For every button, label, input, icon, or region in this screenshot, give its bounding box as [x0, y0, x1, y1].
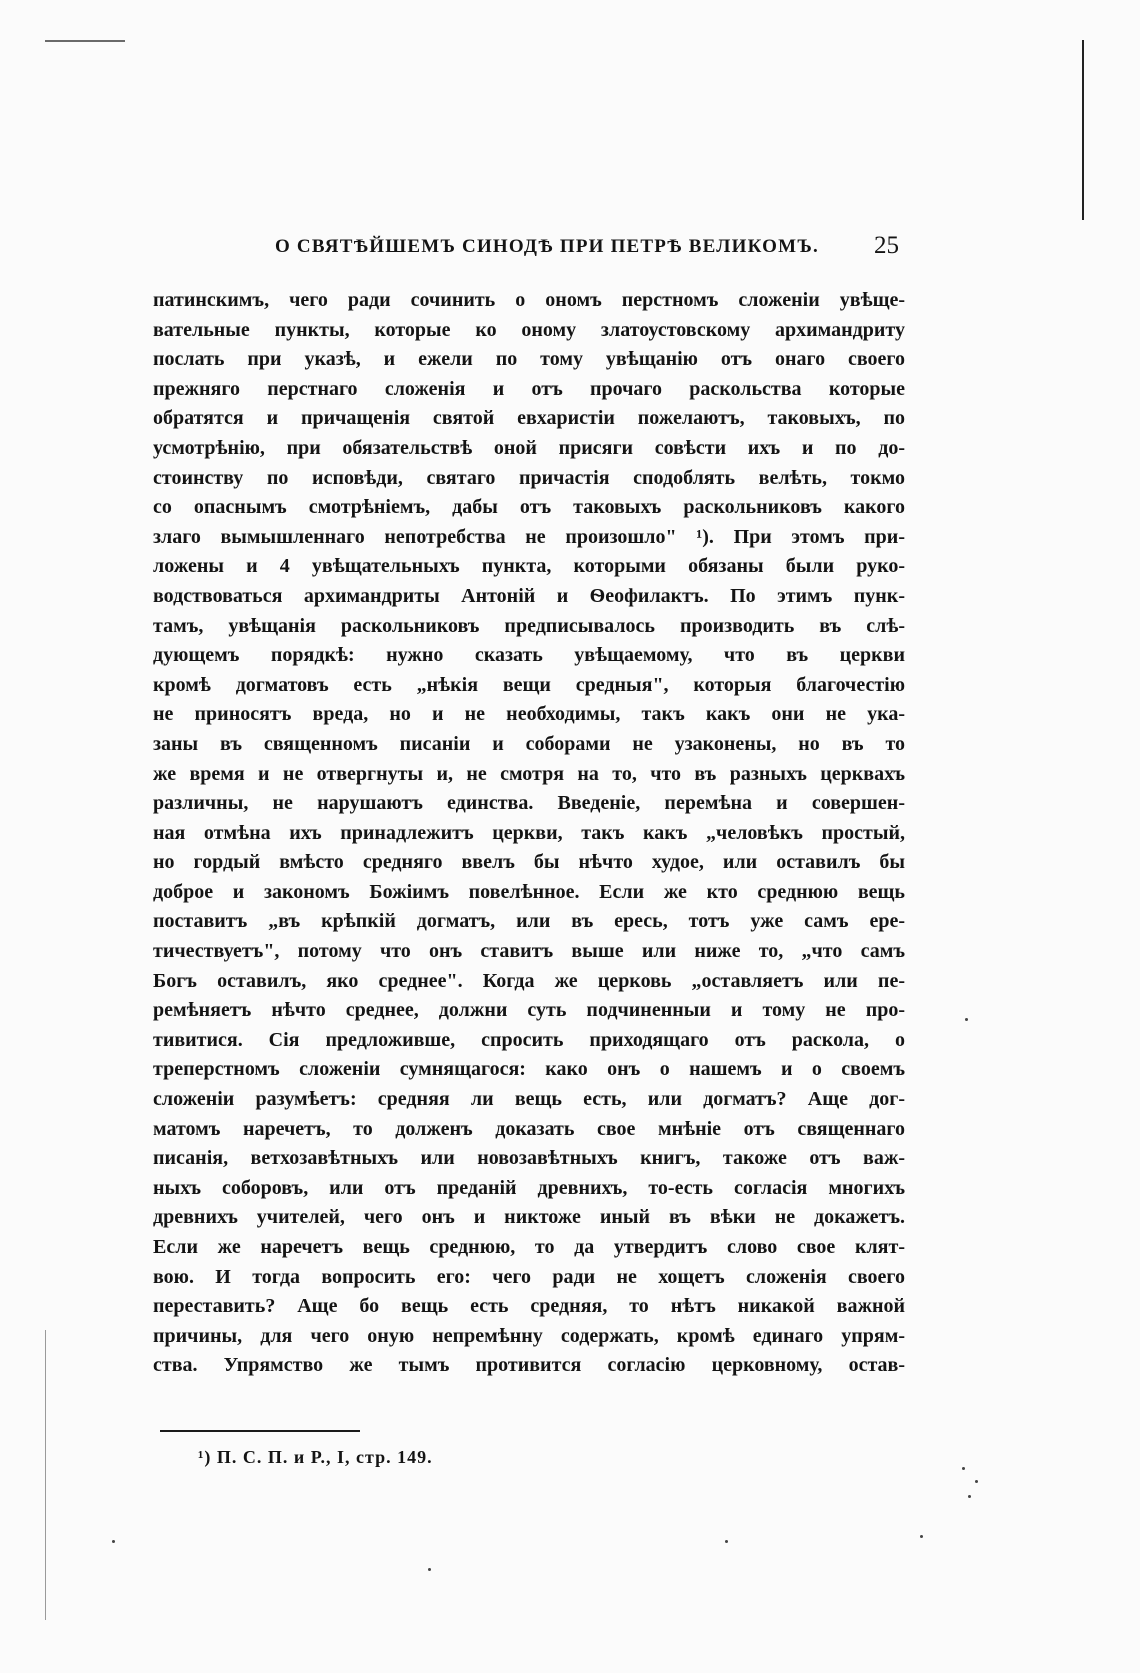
text-line: обратятся и причащенія святой евхаристіи пожелаютъ, таковыхъ, по: [153, 407, 905, 430]
footnote: ¹) П. С. П. и Р., I, стр. 149.: [198, 1447, 433, 1467]
text-line: сложеніи разумѣетъ: средняя ли вещь есть, или догматъ? Аще дог-: [153, 1088, 905, 1111]
text-line: кромѣ догматовъ есть „нѣкія вещи средныя", которыя благочестію: [153, 673, 905, 696]
text-line: писанія, ветхозавѣтныхъ или новозавѣтныхъ книгъ, такоже отъ важ-: [153, 1147, 905, 1170]
text-line: причины, для чего оную непремѣнну содержать, кромѣ единаго упрям-: [153, 1324, 905, 1347]
text-line: вательные пункты, которые ко оному златоустовскому архимандриту: [153, 318, 905, 341]
scan-edge-mark-left: [45, 1330, 46, 1620]
running-head-title: О СВЯТѢЙШЕМЪ СИНОДѢ ПРИ ПЕТРѢ ВЕЛИКОМЪ.: [275, 236, 819, 257]
text-line: патинскимъ, чего ради сочинить о ономъ перстномъ сложеніи увѣще-: [153, 289, 905, 311]
scan-speck: [428, 1568, 431, 1571]
scan-speck: [968, 1495, 971, 1498]
text-line: ремѣняетъ нѣчто среднее, должни суть подчиненныи и тому не про-: [153, 999, 905, 1022]
text-line: Если же наречетъ вещь среднюю, то да утвердитъ слово свое клят-: [153, 1236, 905, 1258]
body-text: [153, 286, 905, 1381]
text-line: прежняго перстнаго сложенія и отъ прочаго раскольства которые: [153, 377, 905, 400]
text-line: со опаснымъ смотрѣніемъ, дабы отъ таковыхъ раскольниковъ какого: [153, 496, 905, 519]
text-line: матомъ наречетъ, то долженъ доказать свое мнѣніе отъ священнаго: [153, 1117, 905, 1140]
text-line: не приносятъ вреда, но и не необходимы, такъ какъ они не ука-: [153, 703, 905, 726]
scan-speck: [965, 1018, 968, 1021]
text-line: ложены и 4 увѣщательныхъ пункта, которыми обязаны были руко-: [153, 555, 905, 578]
text-line: поставитъ „въ крѣпкій догматъ, или въ ересь, тотъ уже самъ ере-: [153, 910, 905, 933]
scan-speck: [920, 1535, 923, 1538]
text-line: треперстномъ сложеніи сумнящагося: како онъ о нашемъ и о своемъ: [153, 1058, 905, 1081]
scan-edge-mark-right: [1082, 40, 1084, 220]
text-line: же время и не отвергнуты и, не смотря на то, что въ разныхъ церквахъ: [153, 762, 905, 785]
text-line: дующемъ порядкѣ: нужно сказать увѣщаемому, что въ церкви: [153, 644, 905, 667]
text-line: ства. Упрямство же тымъ противится согласію церковному, остав-: [153, 1354, 905, 1377]
text-line: тичествуетъ", потому что онъ ставитъ выше или ниже то, „что самъ: [153, 940, 905, 963]
page-number: 25: [874, 232, 899, 259]
scan-speck: [725, 1540, 728, 1543]
text-line: стоинству по исповѣди, святаго причастія сподоблять велѣть, токмо: [153, 466, 905, 489]
scan-speck: [975, 1480, 978, 1483]
scan-edge-mark-top: [45, 40, 125, 42]
text-line: ныхъ соборовъ, или отъ преданій древнихъ, то-есть согласія многихъ: [153, 1176, 905, 1199]
text-line: тивитися. Сія предложивше, спросить приходящаго отъ раскола, о: [153, 1028, 905, 1051]
text-line: различны, не нарушаютъ единства. Введеніе, перемѣна и совершен-: [153, 792, 905, 815]
text-line: древнихъ учителей, чего онъ и никтоже иный въ вѣки не докажетъ.: [153, 1206, 905, 1229]
scan-speck: [112, 1540, 115, 1543]
text-line: водствоваться архимандриты Антоній и Ѳеофилактъ. По этимъ пунк-: [153, 584, 905, 607]
text-line: заны въ священномъ писаніи и соборами не узаконены, но въ то: [153, 732, 905, 755]
text-line: послать при указѣ, и ежели по тому увѣщанію отъ онаго своего: [153, 348, 905, 371]
text-line: переставить? Аще бо вещь есть средняя, то нѣтъ никакой важной: [153, 1295, 905, 1318]
text-line: ная отмѣна ихъ принадлежитъ церкви, такъ какъ „человѣкъ простый,: [153, 821, 905, 844]
text-line: вою. И тогда вопросить его: чего ради не хощетъ сложенія своего: [153, 1265, 905, 1288]
scan-speck: [962, 1467, 965, 1470]
text-line: доброе и закономъ Божіимъ повелѣнное. Если же кто среднюю вещь: [153, 880, 905, 903]
text-line: но гордый вмѣсто средняго ввелъ бы нѣчто худое, или оставилъ бы: [153, 851, 905, 874]
text-line: тамъ, увѣщанія раскольниковъ предписывалось производить въ слѣ-: [153, 614, 905, 637]
text-line: злаго вымышленнаго непотребства не произошло" ¹). При этомъ при-: [153, 525, 905, 548]
text-line: усмотрѣнію, при обязательствѣ оной присяги совѣсти ихъ и по до-: [153, 436, 905, 459]
text-line: Богъ оставилъ, яко среднее". Когда же церковь „оставляетъ или пе-: [153, 969, 905, 992]
footnote-divider: [160, 1430, 360, 1432]
